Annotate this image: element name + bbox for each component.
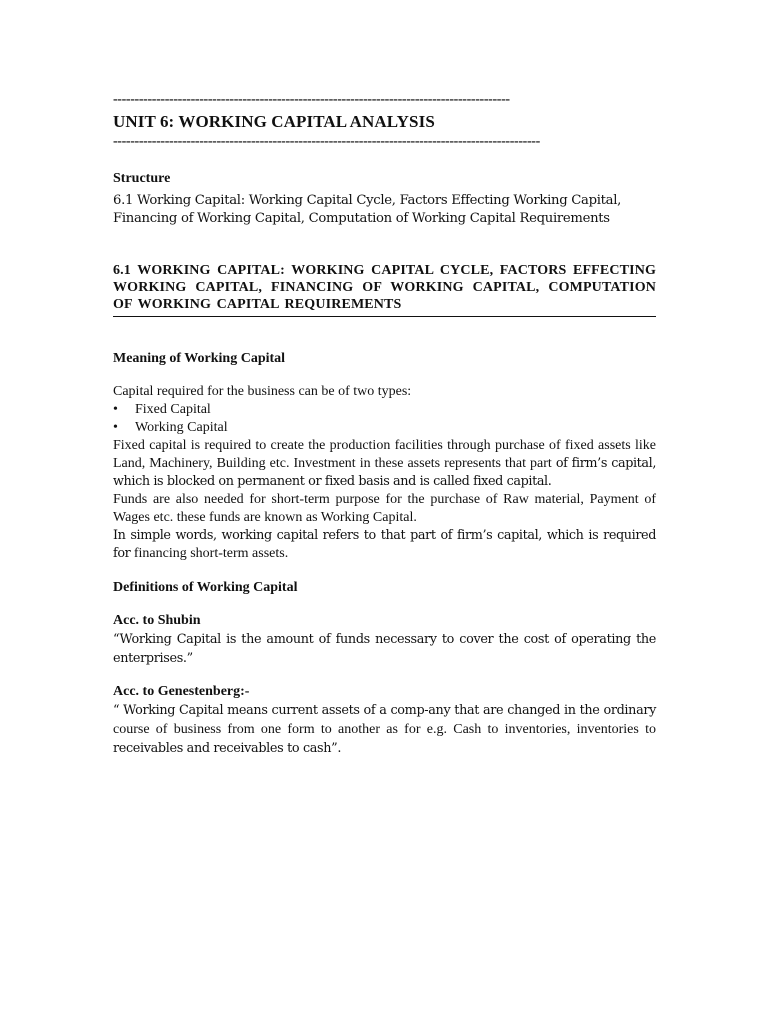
genestenberg-quote-line-3: receivables and receivables to cash”. [113,741,342,756]
capital-types-list [113,401,656,437]
genestenberg-quote [113,701,656,758]
list-item-label: Working Capital [135,420,228,435]
unit-title: UNIT 6: WORKING CAPITAL ANALYSIS [113,112,435,131]
fixed-capital-paragraph [113,437,656,491]
list-item [113,419,656,437]
top-dashed-rule: -------------------------------------------------------------------------------------------- [113,92,510,107]
fixed-capital-text: Fixed capital is required to create the production facilities through purchase of fixed assets like Land, Machinery, Building etc. Investment in these assets represents that part [113,438,656,471]
bottom-dashed-rule: --------------------------------------------------------------------------------------------------- [113,134,540,149]
meaning-heading: Meaning of Working Capital [113,351,286,366]
simple-words-text: In simple words, working capital refers to that part of firm’s capital, which is required for [113,528,656,561]
genestenberg-quote-line-2: course of business from one form to another as for e.g. Cash to inventories, inventories to [113,722,656,737]
structure-text: 6.1 Working Capital: Working Capital Cycle, Factors Effecting Working Capital, Financing of Working Capital, Computation of Working Capital Requirements [113,193,622,226]
section-title: 6.1 WORKING CAPITAL: WORKING CAPITAL CYCLE, FACTORS EFFECTING WORKING CAPITAL, FINANCING OF WORKING CAPITAL, COMPUTATION OF WORKING CAPITAL REQUIREMENTS [113,263,656,312]
list-item [113,401,656,419]
types-intro: Capital required for the business can be of two types: [113,384,412,399]
definitions-heading: Definitions of Working Capital [113,580,298,595]
simple-words-paragraph [113,527,656,563]
shubin-quote: “Working Capital is the amount of funds necessary to cover the cost of operating the enterprises.” [113,632,656,666]
shubin-heading: Acc. to Shubin [113,613,201,628]
bullet-icon: • [113,420,118,435]
bullet-icon: • [113,402,118,417]
document-page [113,92,656,758]
section-heading-block [113,262,656,317]
structure-heading: Structure [113,171,171,186]
genestenberg-heading: Acc. to Genestenberg:- [113,684,250,699]
list-item-label: Fixed Capital [135,402,211,417]
fixed-capital-text-continued: of firm’s capital, which is blocked on permanent or fixed basis and is called fixed capital. [113,456,657,489]
genestenberg-quote-line-1: “ Working Capital means current assets of a comp-any that are changed in the ordinary [113,703,656,718]
simple-words-text-continued: financing short-term assets. [133,546,289,561]
funds-paragraph: Funds are also needed for short-term purpose for the purchase of Raw material, Payment of Wages etc. these funds are known as Working Capital. [113,492,656,525]
